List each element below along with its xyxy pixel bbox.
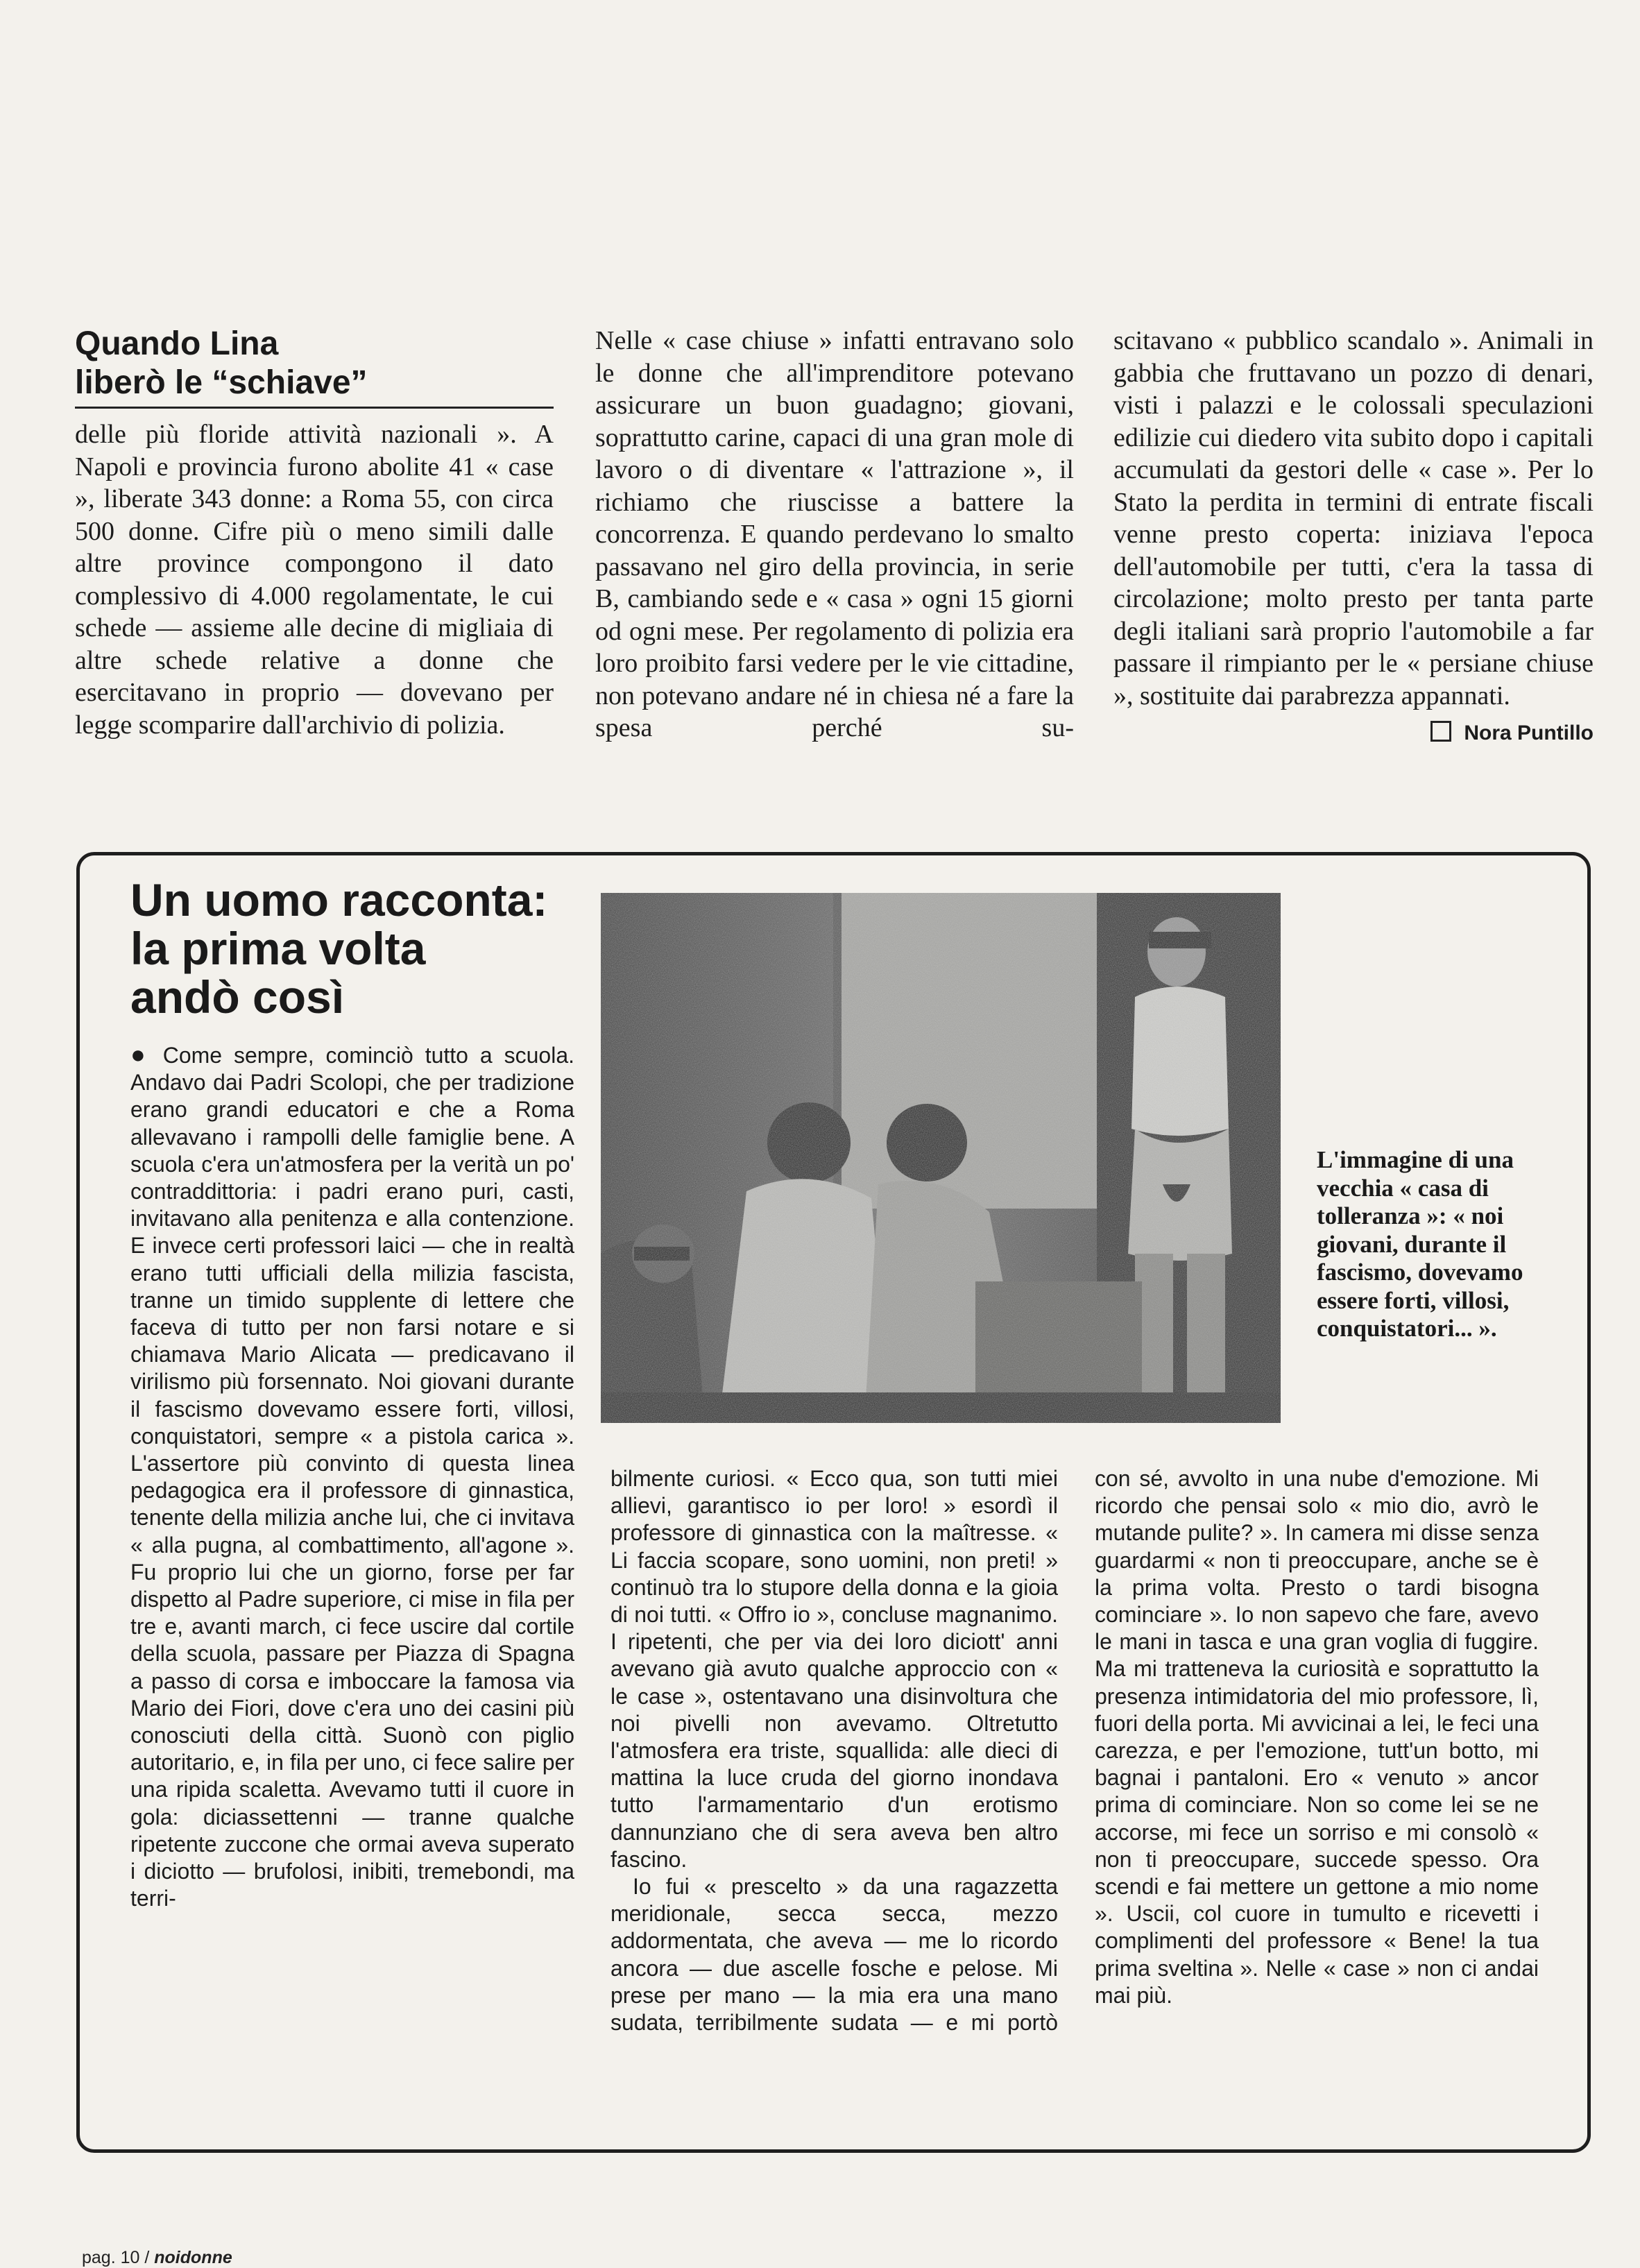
boxed-article-column-2-paragraph-2: Io fui « prescelto » da una ragazzetta meridionale, secca secca, mezzo addormentata, che aveva — me lo ricordo ancora — due ascelle fosche e pelose. Mi prese per mano — la mia era una mano sudata, terribilmente sudata — e mi portò <box>610 1874 1058 2036</box>
page-number: pag. 10 / <box>82 2248 150 2267</box>
author-signature <box>1430 717 1594 750</box>
boxed-article-column-2 <box>610 1465 1058 2036</box>
boxed-article-headline <box>130 876 602 1021</box>
top-article-column-1: delle più floride attività nazionali ». A Napoli e provincia furono abolite 41 « case », liberate 343 donne: a Roma 55, con circa 500 donne. Cifre più o meno simili dalle altre province compongono il dato complessivo di 4.000 regolamentate, le cui schede — assieme alle decine di migliaia di altre schede relative a donne che esercitavano in proprio — dovevano per legge scomparire dall'archivio di polizia. <box>75 420 554 740</box>
headline-rule <box>75 407 554 409</box>
top-headline-line-1: Quando Lina <box>75 325 279 362</box>
bullet-icon: ● <box>130 1040 151 1068</box>
boxed-article-column-3: con sé, avvolto in una nube d'emozione. Mi ricordo che pensai solo « mio dio, avrò le mutande pulite? ». In camera mi disse senza guardarmi « non ti preoccupare, anche se è la prima volta. Presto o tardi bisogna cominciare ». Io non sapevo che fare, avevo le mani in tasca e una gran voglia di fuggire. Ma mi tratteneva la curiosità e soprattutto la presenza intimidatoria del mio professore, lì, fuori della porta. Mi avvicinai a lei, le feci una carezza, e per l'emozione, tutt'un botto, mi bagnai i pantaloni. Ero « venuto » ancor prima di cominciare. Non so come lei se ne accorse, mi fece un sorriso e mi consolò « non ti preoccupare, succede spesso. Ora scendi e fai mettere un gettone a mio nome ». Uscii, col cuore in tumulto e ricevetti i complimenti del professore « Bene! la tua prima sveltina ». Nelle « case » non ci andai mai più. <box>1095 1466 1539 2008</box>
top-article-headline <box>75 325 554 402</box>
boxed-headline-line-1: Un uomo racconta: <box>130 874 548 926</box>
boxed-headline-line-2: la prima volta <box>130 923 426 974</box>
boxed-article-column-1-text: Come sempre, cominciò tutto a scuola. Andavo dai Padri Scolopi, che per tradizione erano grandi educatori e che a Roma allevavano i rampolli delle famiglie bene. A scuola c'era un'atmosfera per la verità un po' contraddittoria: i padri erano puri, casti, invitavano alla penitenza e alla contenzione. E invece certi professori laici — che in realtà erano tutti ufficiali della milizia fascista, tranne un timido supplente di lettere che faceva di tutto per non farsi notare e si chiamava Mario Alicata — predicavano il virilismo più forsennato. Noi giovani durante il fascismo dovevamo essere forti, villosi, conquistatori, sempre « a pistola carica ». L'assertore più convinto di questa linea pedagogica era il professore di ginnastica, tenente della milizia anche lui, che ci invitava « alla pugna, al combattimento, all'agone ». Fu proprio lui che un giorno, forse per far dispetto al Padre superiore, ci mise in fila per tre e, avanti march, ci fece uscire dal cortile della scuola, passare per Piazza di Spagna a passo di corsa e imboccare la famosa via Mario dei Fiori, dove c'era uno dei casini più conosciuti della città. Suonò con piglio autoritario, e, in fila per uno, ci fece salire per una ripida scaletta. Avevamo tutti il cuore in gola: diciassettenni — tranne qualche ripetente zuccone che ormai aveva superato i diciotto — brufolosi, inibiti, tremebondi, ma terri- <box>130 1043 575 1911</box>
photo-caption: L'immagine di una vecchia « casa di tolleranza »: « noi giovani, durante il fascismo, dovevamo essere forti, villosi, conquistatori... ». <box>1317 1146 1523 1342</box>
top-headline-line-2: liberò le “schiave” <box>75 364 368 401</box>
top-article-column-3 <box>1113 325 1594 750</box>
author-name: Nora Puntillo <box>1464 722 1594 744</box>
top-article-column-3-text: scitavano « pubblico scandalo ». Animali in gabbia che fruttavano un pozzo di denari, visti i palazzi e le colossali speculazioni edilizie cui diedero vita subito dopo i capitali accumulati da gestori delle « case ». Per lo Stato la perdita in termini di entrate fiscali venne presto coperta: iniziava l'epoca dell'automobile per tutti, c'era la tassa di circolazione; molto presto per tanta parte degli italiani sarà proprio l'automobile a far passare il rimpianto per le « persiane chiuse », sostituite dai parabrezza appannati. <box>1113 326 1594 710</box>
brothel-photo <box>601 893 1281 1423</box>
boxed-article-column-2-paragraph-1: bilmente curiosi. « Ecco qua, son tutti miei allievi, garantisco io per loro! » esordì il professore di ginnastica con la maîtresse. « Li faccia scopare, sono uomini, non preti! » continuò tra lo stupore della donna e la gioia di noi tutti. « Offro io », concluse magnanimo. I ripetenti, che per via dei loro diciott' anni avevano già avuto qualche approccio con « le case », ostentavano una disinvoltura che noi pivelli non avevamo. Oltretutto l'atmosfera era triste, squallida: alle dieci di mattina la luce cruda del giorno inondava tutto l'armamentario d'un erotismo dannunziano che di sera aveva ben altro fascino. <box>610 1466 1058 1872</box>
magazine-logo: noidonne <box>154 2248 232 2267</box>
end-mark-box-icon <box>1430 721 1451 742</box>
top-article-column-2: Nelle « case chiuse » infatti entravano solo le donne che all'imprenditore potevano assicurare un buon guadagno; giovani, soprattutto carine, capaci di una gran mole di lavoro o di diventare « l'attrazione », il richiamo che riuscisse a battere la concorrenza. E quando perdevano lo smalto passavano nel giro della provincia, in serie B, cambiando sede e « casa » ogni 15 giorni od ogni mese. Per regolamento di polizia era loro proibito farsi vedere per le vie cittadine, non potevano andare né in chiesa né a fare la spesa perché su- <box>595 326 1074 742</box>
boxed-headline-line-3: andò così <box>130 971 345 1023</box>
page-footer <box>82 2248 232 2268</box>
boxed-article-column-1 <box>130 1041 574 1913</box>
